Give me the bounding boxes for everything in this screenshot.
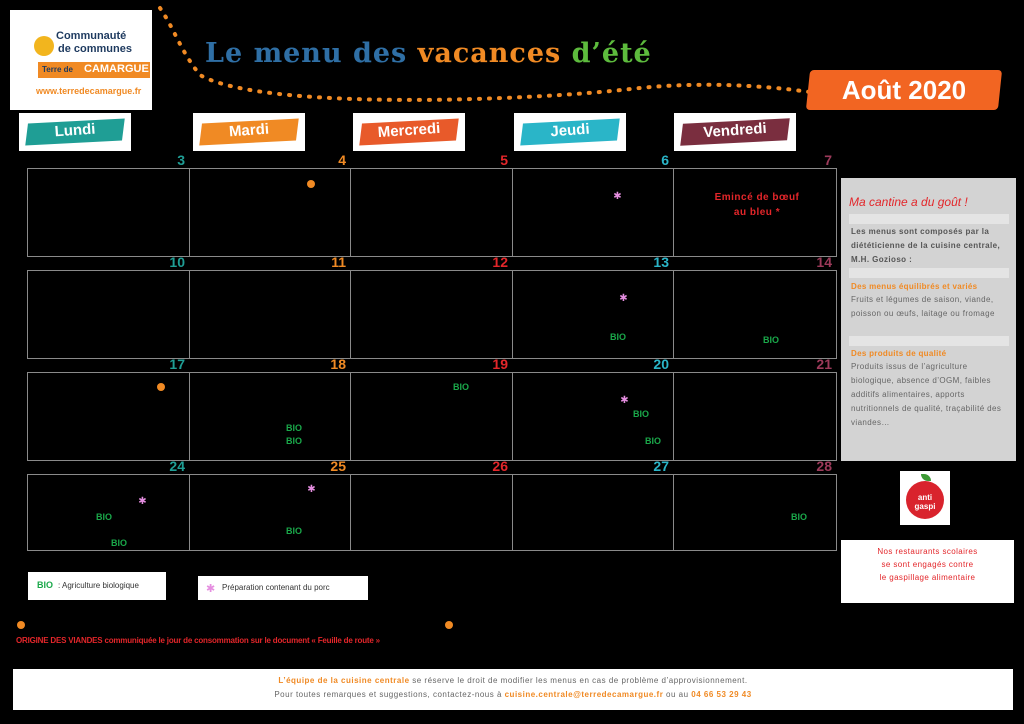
orange-dot — [157, 383, 165, 391]
footer-line1 — [13, 676, 1013, 685]
day-number: 3 — [177, 152, 185, 168]
pork-icon: ✱ — [307, 484, 316, 495]
engagement-line1: Nos restaurants scolaires — [877, 547, 978, 556]
orange-dot — [445, 621, 453, 629]
logo-url: www.terredecamargue.fr — [36, 86, 142, 96]
day-header-mercredi — [353, 113, 465, 151]
day-number: 17 — [169, 356, 185, 372]
bio-label: BIO — [610, 332, 627, 342]
calendar-cell — [350, 372, 513, 461]
day-number: 4 — [338, 152, 346, 168]
legend-pork — [198, 576, 368, 600]
calendar-cell — [512, 168, 674, 257]
day-number: 11 — [331, 254, 346, 270]
bio-label: BIO — [633, 409, 650, 419]
origine-viandes-note: ORIGINE DES VIANDES communiquée le jour de consommation sur le document « Feuille de route » — [16, 636, 380, 645]
day-header-lundi — [19, 113, 131, 151]
logo — [10, 10, 152, 110]
sidebar-heading-menus: Des menus équilibrés et variés — [851, 282, 978, 291]
day-header-vendredi — [674, 113, 796, 151]
calendar-cell — [512, 270, 674, 359]
day-number: 21 — [816, 356, 832, 372]
bio-label: BIO — [286, 436, 303, 446]
legend-bio-key: BIO — [37, 580, 54, 590]
legend-bio-text: : Agriculture biologique — [58, 581, 139, 590]
calendar-cell — [673, 474, 837, 551]
sidebar-intro: Les menus sont composés par la diététicienne de la cuisine centrale, M.H. Gozioso : — [851, 227, 1001, 264]
day-number: 26 — [492, 458, 508, 474]
antigaspi-line1: anti — [917, 493, 933, 502]
day-number: 14 — [816, 254, 832, 270]
calendar-grid — [27, 168, 836, 564]
day-header-mardi — [193, 113, 305, 151]
day-number: 6 — [661, 152, 669, 168]
day-number: 24 — [169, 458, 185, 474]
calendar-cell — [189, 372, 351, 461]
orange-dot — [17, 621, 25, 629]
calendar-cell — [350, 270, 513, 359]
engagement-line2: se sont engagés contre — [881, 560, 974, 569]
pork-icon: ✱ — [619, 293, 628, 304]
logo-camargue: CAMARGUE — [84, 63, 149, 75]
day-number: 25 — [330, 458, 346, 474]
sun-icon — [34, 36, 54, 56]
bio-label: BIO — [791, 512, 808, 522]
footer-disclaimer: se réserve le droit de modifier les menus en cas de problème d’approvisionnement. — [409, 676, 748, 685]
menu-line1: Emincé de bœuf — [714, 192, 800, 203]
day-label: Jeudi — [549, 120, 591, 141]
calendar-cell — [673, 372, 837, 461]
bio-label: BIO — [96, 512, 113, 522]
sidebar-divider — [849, 336, 1009, 346]
logo-terre: Terre de — [42, 65, 73, 74]
antigaspi-logo — [900, 471, 950, 525]
sidebar-heading-produits: Des produits de qualité — [851, 349, 947, 358]
calendar-cell — [27, 372, 190, 461]
pork-icon: ✱ — [620, 395, 629, 406]
title-part3: d’été — [571, 38, 652, 69]
bio-label: BIO — [286, 423, 303, 433]
footer-contact-intro: Pour toutes remarques et suggestions, contactez-nous à — [274, 690, 505, 699]
bio-label: BIO — [111, 538, 128, 548]
orange-dot — [307, 180, 315, 188]
day-label: Mardi — [228, 120, 270, 141]
calendar-cell — [350, 168, 513, 257]
engagement-line3: le gaspillage alimentaire — [879, 573, 976, 582]
footer-team: L’équipe de la cuisine centrale — [278, 676, 410, 685]
title-part1: Le menu des — [205, 38, 418, 69]
sidebar-divider — [849, 214, 1009, 224]
calendar-cell — [350, 474, 513, 551]
day-label: Lundi — [54, 120, 96, 141]
day-label: Vendredi — [702, 119, 768, 142]
day-number: 12 — [492, 254, 508, 270]
menu-line2: au bleu * — [733, 207, 781, 218]
calendar-cell — [512, 474, 674, 551]
engagement-box — [841, 540, 1014, 603]
day-number: 19 — [492, 356, 508, 372]
day-number: 13 — [653, 254, 669, 270]
sidebar-text-menus: Fruits et légumes de saison, viande, poisson ou œufs, laitage ou fromage — [851, 295, 995, 318]
phone-number: 04 66 53 29 43 — [691, 690, 752, 699]
calendar-cell — [189, 270, 351, 359]
antigaspi-line2: gaspi — [914, 502, 936, 511]
day-number: 7 — [824, 152, 832, 168]
bio-label: BIO — [286, 526, 303, 536]
logo-line2: de communes — [58, 43, 132, 55]
menu-item-friday-7 — [698, 190, 816, 220]
pork-icon: ✱ — [206, 583, 216, 595]
day-number: 20 — [653, 356, 669, 372]
day-number: 27 — [653, 458, 669, 474]
day-number: 10 — [169, 254, 185, 270]
sidebar-title: Ma cantine a du goût ! — [849, 195, 968, 209]
calendar-cell — [512, 372, 674, 461]
calendar-cell — [27, 168, 190, 257]
legend-pork-text: Préparation contenant du porc — [222, 583, 330, 592]
bio-label: BIO — [763, 335, 780, 345]
calendar-cell — [673, 270, 837, 359]
day-number: 28 — [816, 458, 832, 474]
legend-bio — [28, 572, 166, 600]
leaf-icon — [921, 474, 931, 481]
pork-icon: ✱ — [613, 191, 622, 202]
day-number: 18 — [330, 356, 346, 372]
pork-icon: ✱ — [138, 496, 147, 507]
email-link[interactable]: cuisine.centrale@terredecamargue.fr — [504, 690, 664, 699]
footer-contact-mid: ou au — [663, 690, 692, 699]
calendar-cell — [27, 270, 190, 359]
sidebar-text-produits: Produits issus de l’agriculture biologique, absence d’OGM, faibles additifs alimentaires, apports nutritionnels de qualité, traçabilité des viandes… — [851, 362, 1002, 427]
footer — [13, 669, 1013, 710]
bio-label: BIO — [645, 436, 662, 446]
month-badge — [806, 70, 1002, 110]
calendar-cell — [189, 474, 351, 551]
day-header-jeudi — [514, 113, 626, 151]
footer-line2 — [13, 690, 1013, 699]
day-label: Mercredi — [377, 119, 441, 142]
page-title — [205, 38, 652, 69]
month-label: Août 2020 — [841, 75, 967, 105]
title-part2: vacances — [417, 38, 572, 69]
calendar-cell — [189, 168, 351, 257]
info-sidebar — [841, 178, 1016, 461]
sidebar-divider — [849, 268, 1009, 278]
logo-line1: Communauté — [56, 30, 127, 42]
day-number: 5 — [500, 152, 508, 168]
bio-label: BIO — [453, 382, 470, 392]
